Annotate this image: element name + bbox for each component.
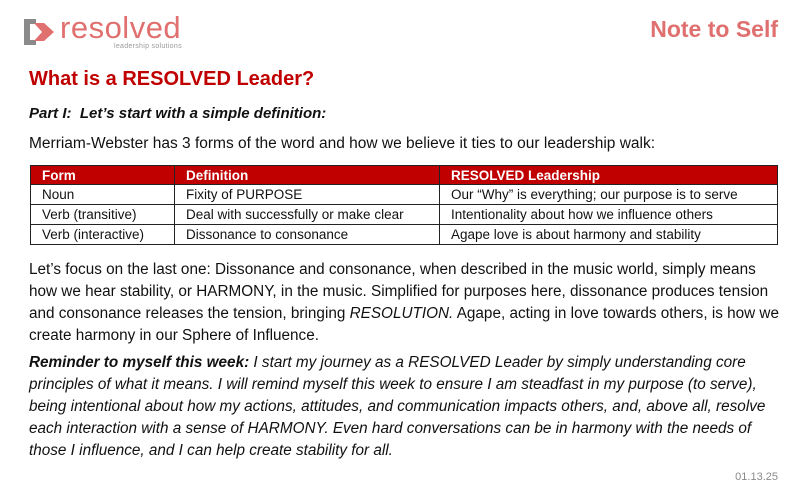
part-heading: Part I: Let’s start with a simple definition: — [29, 105, 327, 122]
table-cell: Noun — [31, 185, 175, 205]
paragraph-text: Let’s focus on the last one: Dissonance and consonance, when described in the music world, simply means how we hear stability, or HARMONY, in the music. Simplified for purposes here, dissonance produces tension and consonance releases the tension, bringing — [29, 261, 769, 322]
header-form: Form — [31, 166, 175, 185]
table-header-row — [31, 166, 778, 185]
table-cell: Agape love is about harmony and stability — [440, 225, 778, 245]
note-to-self-title: Note to Self — [650, 16, 778, 42]
page-title: What is a RESOLVED Leader? — [29, 68, 315, 90]
company-logo — [22, 12, 192, 54]
reminder-label: Reminder to myself this week: — [29, 354, 250, 371]
header-resolved-leadership: RESOLVED Leadership — [440, 166, 778, 185]
dissonance-paragraph — [29, 259, 781, 347]
table-row — [31, 205, 778, 225]
word-forms-table — [30, 165, 778, 245]
paragraph-text: Agape, acting in love towards others, is how we create harmony in our Sphere of Influence. — [29, 305, 779, 344]
reminder-text: I start my journey as a RESOLVED Leader by simply understanding core principles of what it means. I will remind myself this week to ensure I am steadfast in my purpose (to serve), being intentional about how my actions, attitudes, and communication impacts others, and, above all, resolve each interaction with a sense of HARMONY. Even hard conversations can be in harmony with the needs of those I influence, and I can help create stability for all. — [29, 354, 766, 459]
table-cell: Deal with successfully or make clear — [175, 205, 440, 225]
table-row — [31, 185, 778, 205]
table-cell: Dissonance to consonance — [175, 225, 440, 245]
resolution-emphasis: RESOLUTION. — [349, 305, 454, 322]
table-cell: Our “Why” is everything; our purpose is to serve — [440, 185, 778, 205]
document-date: 01.13.25 — [735, 471, 778, 483]
logo-tagline: leadership solutions — [114, 43, 182, 50]
table-cell: Verb (interactive) — [31, 225, 175, 245]
reminder-paragraph — [29, 352, 781, 462]
intro-text: Merriam-Webster has 3 forms of the word and how we believe it ties to our leadership walk: — [29, 135, 656, 152]
table-cell: Fixity of PURPOSE — [175, 185, 440, 205]
resolved-logo-icon — [22, 15, 56, 49]
logo-wordmark: resolved — [60, 10, 182, 45]
header-definition: Definition — [175, 166, 440, 185]
table-cell: Verb (transitive) — [31, 205, 175, 225]
table-cell: Intentionality about how we influence others — [440, 205, 778, 225]
table-row — [31, 225, 778, 245]
